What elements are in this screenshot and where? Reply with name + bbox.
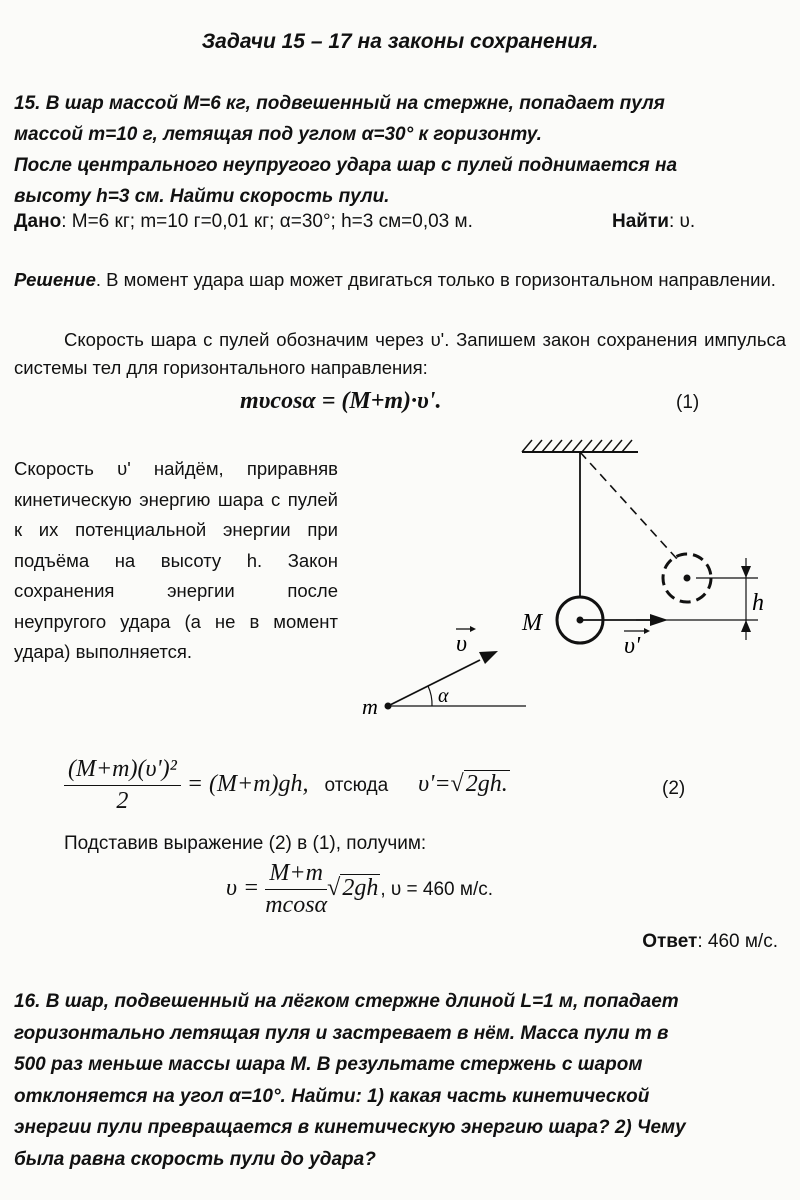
formula-3-numerator: M+m [265, 860, 327, 890]
given-label: Дано [14, 211, 62, 232]
solution-paragraph-4: Подставив выражение (2) в (1), получим: [64, 833, 427, 854]
angle-arc [428, 686, 432, 706]
problem-15-line: 15. В шар массой М=6 кг, подвешенный на стержне, попадает пуля [14, 93, 665, 114]
formula-2: $\frac{\text{(M+m)(υ')²}}{2}$ = (M+m)gh, отсюда υ'=√2gh. [64, 756, 510, 815]
given-values: : М=6 кг; m=10 г=0,01 кг; α=30°; h=3 см=0,03 м. [61, 211, 473, 232]
formula-2-numerator: (M+m)(υ')² [64, 756, 181, 786]
formula-3-fraction [265, 860, 327, 919]
formula-3-denominator: mcosα [265, 892, 328, 918]
formula-2-velocity: υ'= [418, 771, 451, 798]
h-arrow-bottom [741, 620, 751, 632]
solution-text-1: . В момент удара шар может двигаться только в горизонтальном направлении. [95, 269, 776, 290]
problem-16-line: энергии пули превращается в кинетическую энергию шара? 2) Чему [14, 1117, 686, 1138]
formula-3: υ = $\frac{M+m}{mcos\alpha}$ √2gh , υ = 460 м/с. [226, 860, 494, 918]
find-label: Найти [612, 211, 669, 232]
problem-16-statement [14, 986, 786, 1175]
problem-16-line: отклоняется на угол α=10°. Найти: 1) какая часть кинетической [14, 1085, 650, 1107]
answer-value: : 460 м/с. [697, 931, 778, 952]
formula-1: mυcosα = (M+m)·υ'. [240, 388, 442, 414]
solution-paragraph-3: Скорость υ' найдём, приравняв кинетическую энергию шара с пулей к их потенциальной энергии при подъёма на высоту h. Закон сохранения энергии после неупругого удара (а не в момент удара) выполняется. [14, 458, 338, 662]
label-m: m [362, 694, 378, 719]
given-line [14, 208, 473, 236]
formula-2-rhs: = (M+m)gh, [186, 771, 309, 798]
ceiling-hatching [522, 440, 632, 452]
formula-2-number: (2) [662, 778, 686, 799]
label-v: υ [456, 631, 468, 657]
problem-15-line: После центрального неупругого удара шар с пулей поднимается на [14, 155, 678, 176]
problem-15-statement [14, 88, 786, 212]
formula-3-lhs: υ = [226, 875, 260, 902]
answer-line [642, 928, 778, 956]
formula-3-root: 2gh [342, 875, 379, 902]
ball-raised-center [684, 575, 691, 582]
formula-2-denominator: 2 [116, 788, 129, 814]
rod-deflected [580, 452, 678, 560]
label-h: h [752, 590, 764, 616]
h-arrow-top [741, 566, 751, 578]
bullet-velocity-arrowhead [479, 651, 498, 664]
vector-bar-v-head [470, 626, 476, 632]
pendulum-diagram [350, 430, 790, 730]
problem-16-line: 16. В шар, подвешенный на лёгком стержне длиной L=1 м, попадает [14, 991, 679, 1012]
problem-16-line: была равна скорость пули до удара? [14, 1148, 376, 1170]
formula-2-fraction [64, 756, 181, 815]
formula-2-root: 2gh. [465, 771, 508, 798]
label-M: M [522, 610, 542, 636]
problem-15-line: высоту h=3 см. Найти скорость пули. [14, 186, 390, 207]
problem-16-line: 500 раз меньше массы шара М. В результате стержень с шаром [14, 1054, 643, 1075]
label-v-prime: υ' [624, 633, 641, 659]
vector-bar-v-prime-head [644, 628, 650, 634]
solution-paragraph-2: Скорость шара с пулей обозначим через υ'. Запишем закон сохранения импульса системы тел для горизонтального направления: [14, 329, 786, 378]
find-value: : υ. [668, 211, 696, 232]
solution-paragraph-1 [14, 266, 786, 294]
solution-label: Решение [14, 269, 96, 290]
label-alpha: α [438, 685, 449, 707]
problem-15-line: массой m=10 г, летящая под углом α=30° к горизонту. [14, 124, 542, 145]
answer-label: Ответ [642, 931, 698, 952]
formula-1-number: (1) [676, 392, 700, 413]
find-line [612, 208, 695, 236]
bullet-dot [385, 703, 392, 710]
bullet-velocity-arrow [388, 660, 480, 706]
page-title: Задачи 15 – 17 на законы сохранения. [201, 30, 599, 53]
formula-2-word: отсюда [324, 775, 389, 797]
problem-16-line: горизонтально летящая пуля и застревает в нём. Масса пули m в [14, 1022, 669, 1044]
formula-3-result: , υ = 460 м/с. [380, 879, 494, 901]
